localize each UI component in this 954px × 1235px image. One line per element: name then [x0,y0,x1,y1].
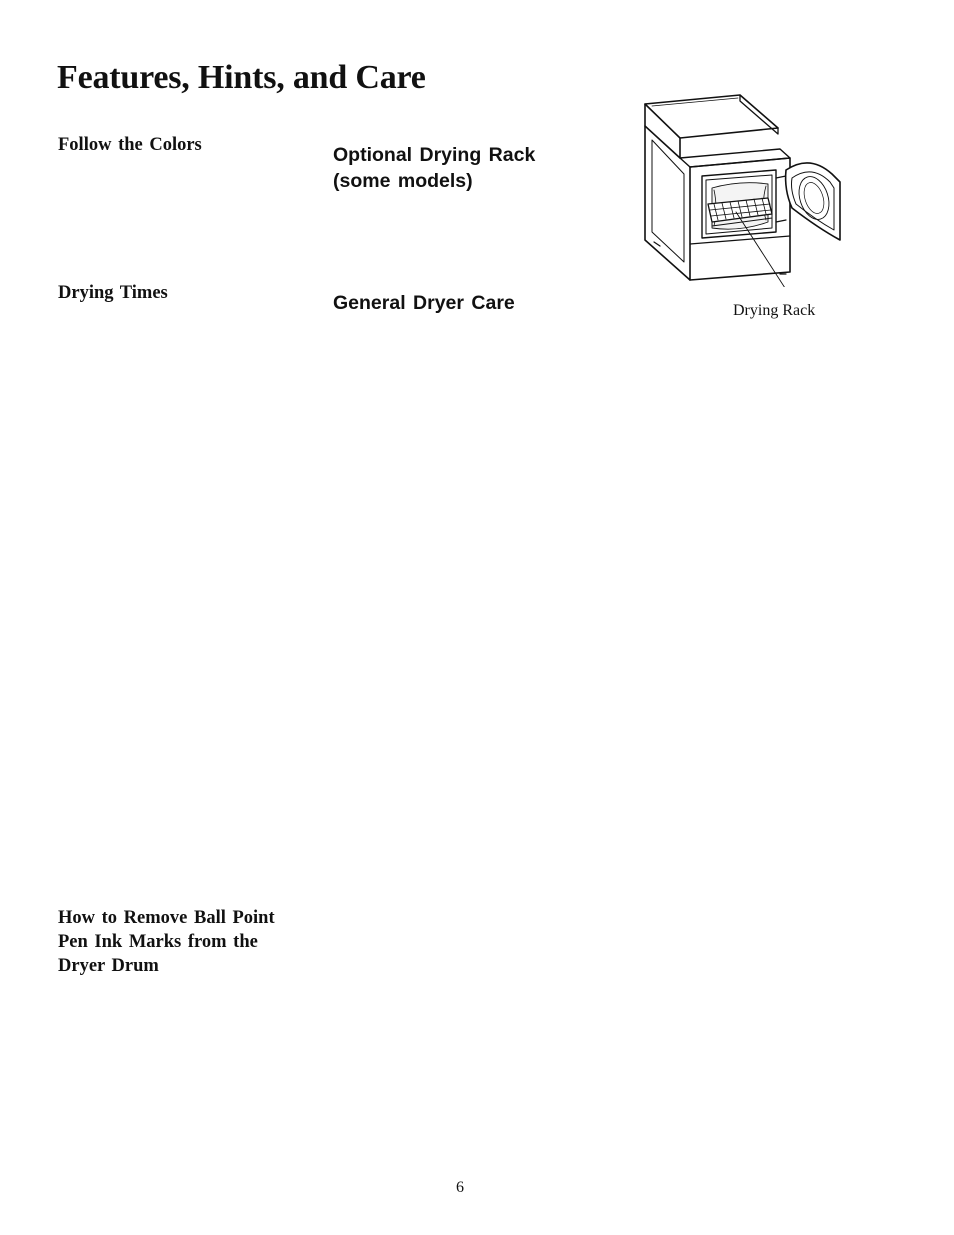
dryer-illustration-icon [640,92,845,287]
figure-caption: Drying Rack [733,302,816,319]
heading-remove-ink-marks: How to Remove Ball Point Pen Ink Marks from the Dryer Drum [58,908,275,976]
page-title: Features, Hints, and Care [57,59,426,96]
heading-follow-the-colors: Follow the Colors [58,135,202,155]
heading-general-dryer-care: General Dryer Care [333,292,515,314]
heading-drying-times: Drying Times [58,283,168,303]
heading-optional-drying-rack: Optional Drying Rack (some models) [333,144,536,192]
page-number: 6 [456,1179,464,1196]
